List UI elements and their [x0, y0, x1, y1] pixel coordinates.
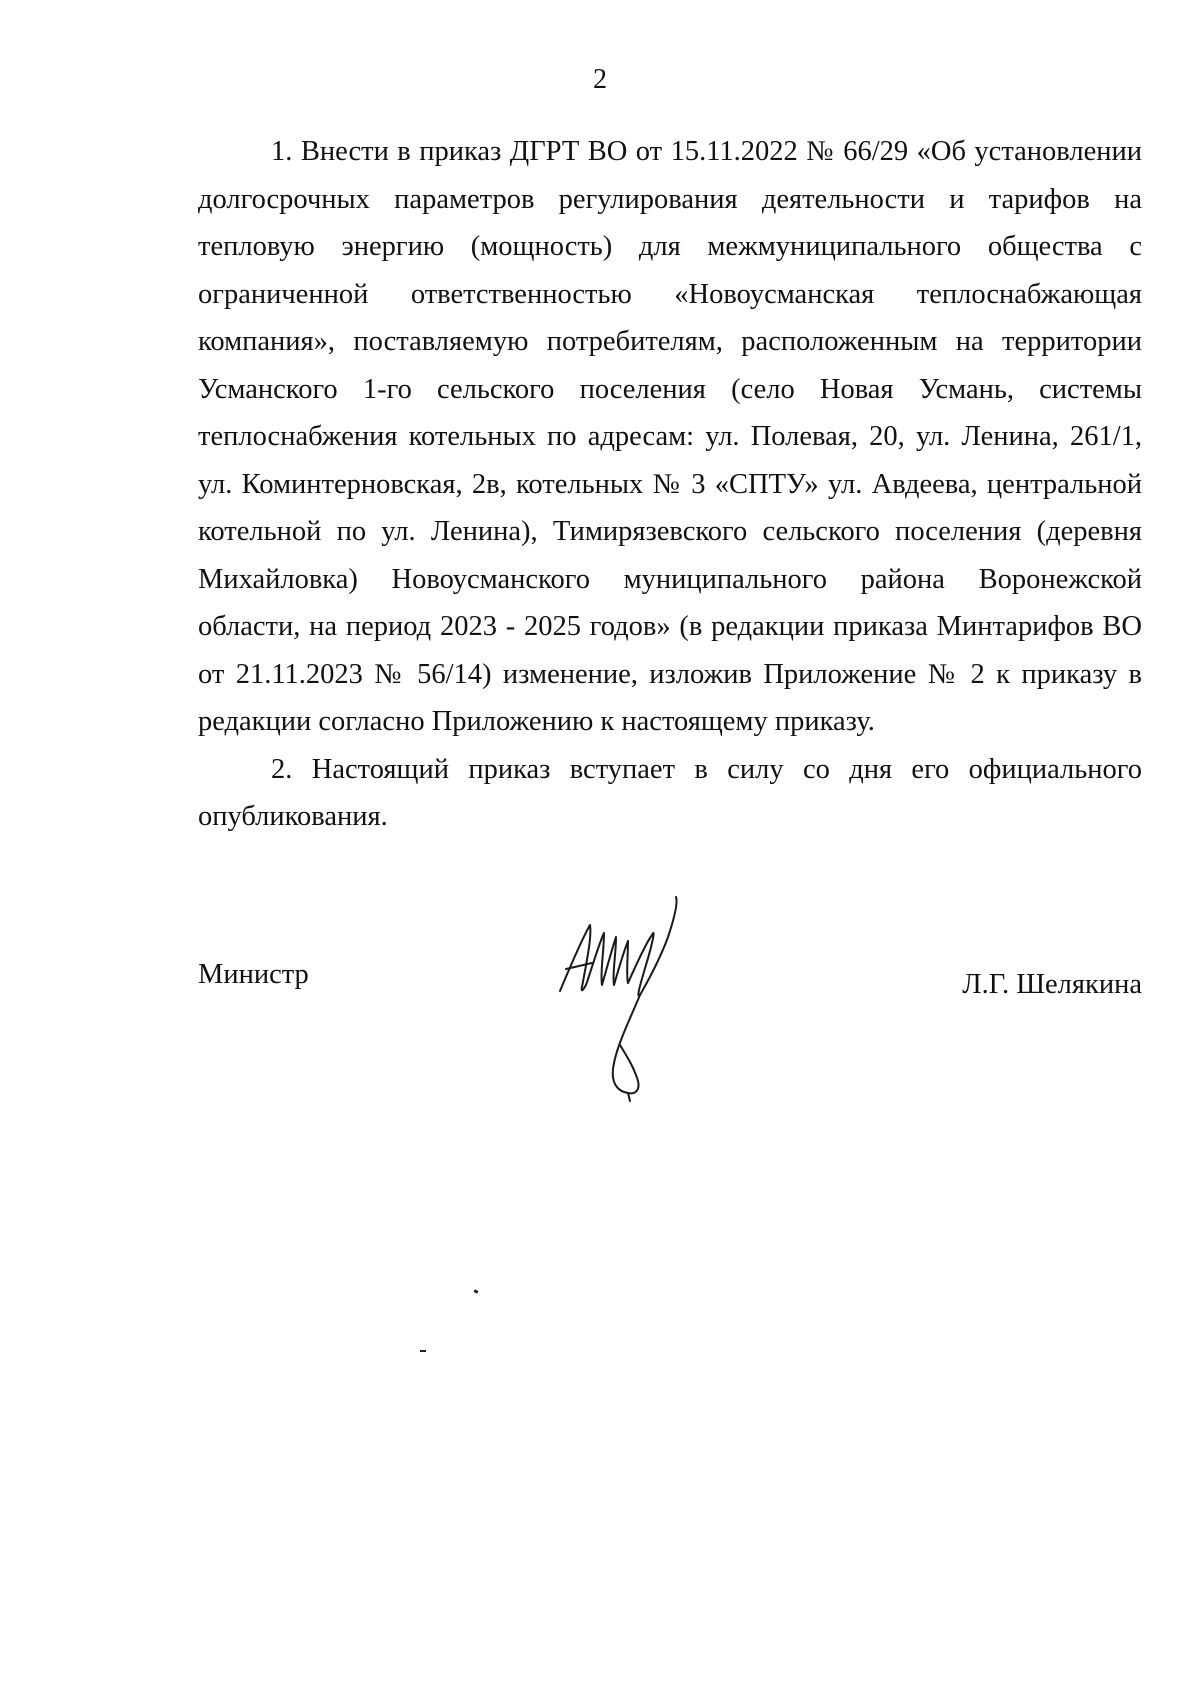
signer-name: Л.Г. Шелякина — [962, 969, 1142, 1000]
handwritten-signature — [556, 895, 696, 1105]
page-number: 2 — [593, 64, 607, 95]
scan-speck — [474, 1289, 479, 1294]
scan-speck — [420, 1350, 426, 1352]
paragraph-2: 2. Настоящий приказ вступает в силу со дня его официального опубликования. — [198, 753, 1142, 832]
signer-position: Министр — [198, 959, 309, 990]
document-body — [198, 128, 1142, 841]
paragraph-1: 1. Внести в приказ ДГРТ ВО от 15.11.2022 № 66/29 «Об установлении долгосрочных параметров регулирования деятельности и тарифов на тепловую энергию (мощность) для межмуниципального общества с ограниченной ответственностью «Новоусманская теплоснабжающая компания», поставляемую потребителям, расположенным на территории Усманского 1-го сельского поселения (село Новая Усмань, системы теплоснабжения котельных по адресам: ул. Полевая, 20, ул. Ленина, 261/1, ул. Коминтерновская, 2в, котельных № 3 «СПТУ» ул. Авдеева, центральной котельной по ул. Ленина), Тимирязевского сельского поселения (деревня Михайловка) Новоусманского муниципального района Воронежской области, на период 2023 - 2025 годов» (в редакции приказа Минтарифов ВО от 21.11.2023 № 56/14) изменение, изложив Приложение № 2 к приказу в редакции согласно Приложению к настоящему приказу. — [198, 136, 1142, 737]
